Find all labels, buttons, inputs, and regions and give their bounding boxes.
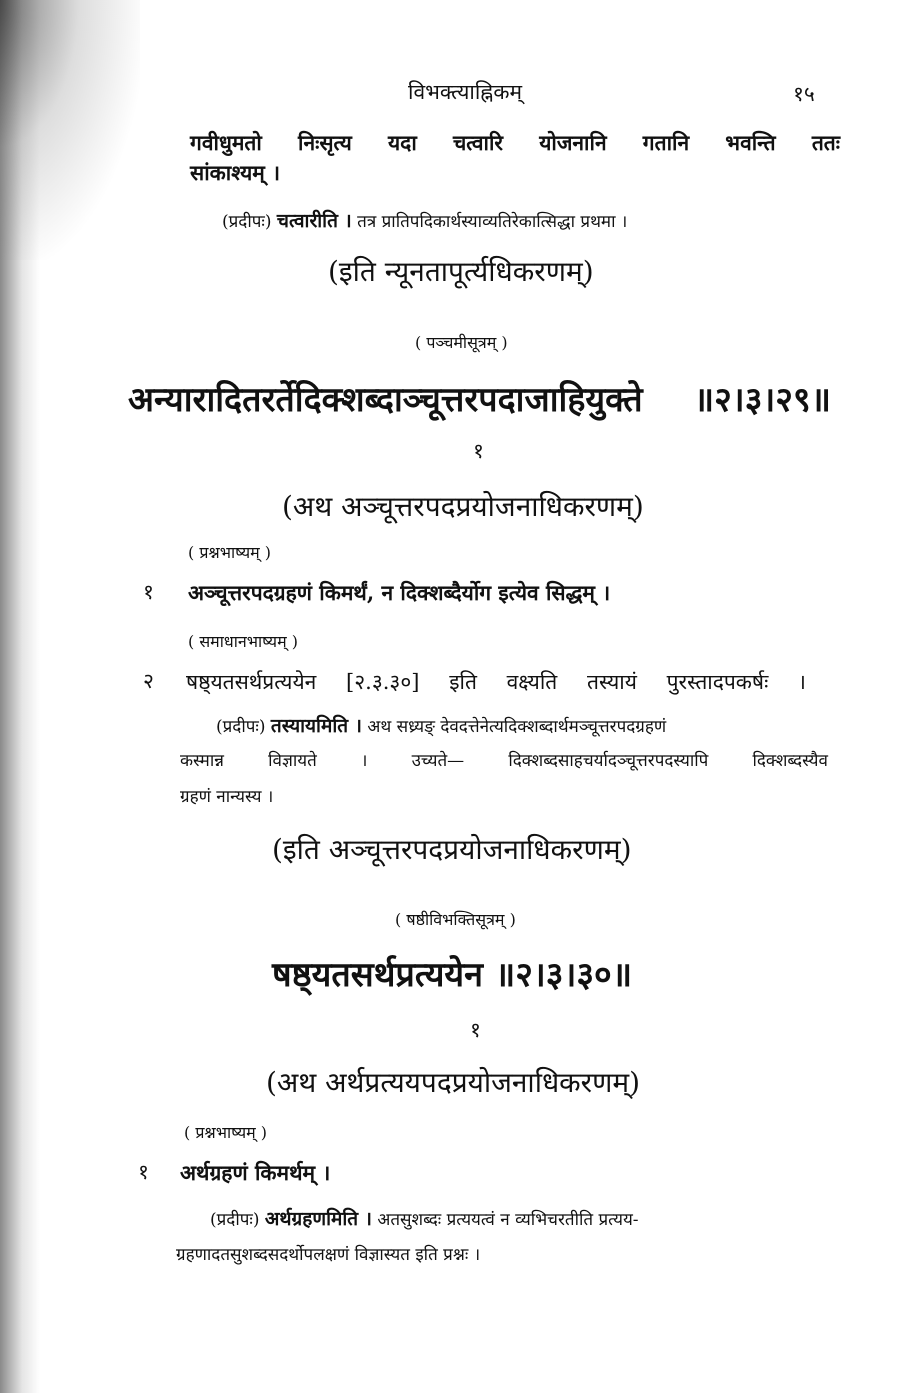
closing-heading-1: (इति न्यूनतापूर्त्यधिकरणम्) [328, 255, 594, 288]
sutra-text-2: षष्ठ्यतसर्थप्रत्ययेन ॥२।३।३०॥ [272, 955, 633, 995]
adhikarana-heading-1: (अथ अञ्चूत्तरपदप्रयोजनाधिकरणम्) [282, 490, 644, 523]
commentary-line: ग्रहणादतसुशब्दसदर्थोपलक्षणं विज्ञास्यत इति प्रश्नः । [176, 1245, 481, 1265]
commentary-label: (प्रदीपः) [222, 212, 272, 232]
page-number: १५ [793, 82, 815, 106]
commentary-line [216, 710, 828, 744]
commentary-label: (प्रदीपः) [216, 717, 266, 737]
scan-corner-shadow [0, 0, 140, 260]
commentary-text: अथ सध्र्यङ् देवदत्तेनेत्यदिक्शब्दार्थमञ्चूत्तरपदग्रहणं [367, 717, 667, 737]
question-number-1: १ [143, 580, 154, 604]
sutra-label-2: ( षष्ठीविभक्तिसूत्रम् ) [395, 910, 516, 929]
commentary-lemma: अर्थग्रहणमिति । [264, 1208, 372, 1230]
section-number-1: १ [473, 439, 484, 463]
commentary-line [210, 1205, 826, 1231]
samadhana-label: ( समाधानभाष्यम् ) [188, 632, 298, 651]
intro-line-2: सांकाश्यम् । [190, 160, 281, 185]
adhikarana-heading-2: (अथ अर्थप्रत्ययपदप्रयोजनाधिकरणम्) [266, 1066, 641, 1099]
commentary-line: ग्रहणं नान्यस्य । [180, 787, 274, 807]
commentary-lemma: तस्यायमिति । [270, 715, 362, 737]
answer-text: षष्ठ्यतसर्थप्रत्ययेन [२.३.३०] इति वक्ष्यति तस्यायं पुरस्तादपकर्षः । [186, 670, 806, 694]
sutra-text-1: अन्यारादितरर्तेदिक्शब्दाञ्चूत्तरपदाजाहियुक्ते ॥२।३।२९॥ [128, 380, 831, 420]
commentary-line [222, 207, 627, 233]
sutra-label-1: ( पञ्चमीसूत्रम् ) [415, 333, 508, 352]
prashna-label-1: ( प्रश्नभाष्यम् ) [188, 543, 271, 562]
prashna-label-2: ( प्रश्नभाष्यम् ) [184, 1123, 267, 1142]
answer-number: २ [143, 669, 154, 693]
closing-heading-2: (इति अञ्चूत्तरपदप्रयोजनाधिकरणम्) [272, 833, 632, 866]
commentary-text: अतसुशब्दः प्रत्ययत्वं न व्यभिचरतीति प्रत्यय- [377, 1210, 639, 1230]
commentary-text: तत्र प्रातिपदिकार्थस्याव्यतिरेकात्सिद्धा प्रथमा । [357, 212, 628, 232]
intro-line-1: गवीधुमतो निःसृत्य यदा चत्वारि योजनानि गतानि भवन्ति ततः [190, 130, 840, 155]
commentary-lemma: चत्वारीति । [276, 210, 352, 232]
commentary-line: कस्मान्न विज्ञायते । उच्यते— दिक्शब्दसाहचर्यादञ्चूत्तरपदस्यापि दिक्शब्दस्यैव [180, 751, 828, 771]
running-header: विभक्त्याह्निकम् [408, 80, 523, 104]
section-number-2: १ [470, 1018, 481, 1042]
commentary-label: (प्रदीपः) [210, 1210, 260, 1230]
question-text-2: अर्थग्रहणं किमर्थम् । [180, 1160, 331, 1185]
question-text-1: अञ्चूत्तरपदग्रहणं किमर्थं, न दिक्शब्दैर्योग इत्येव सिद्धम् । [188, 580, 611, 605]
question-number-2: १ [138, 1160, 149, 1184]
